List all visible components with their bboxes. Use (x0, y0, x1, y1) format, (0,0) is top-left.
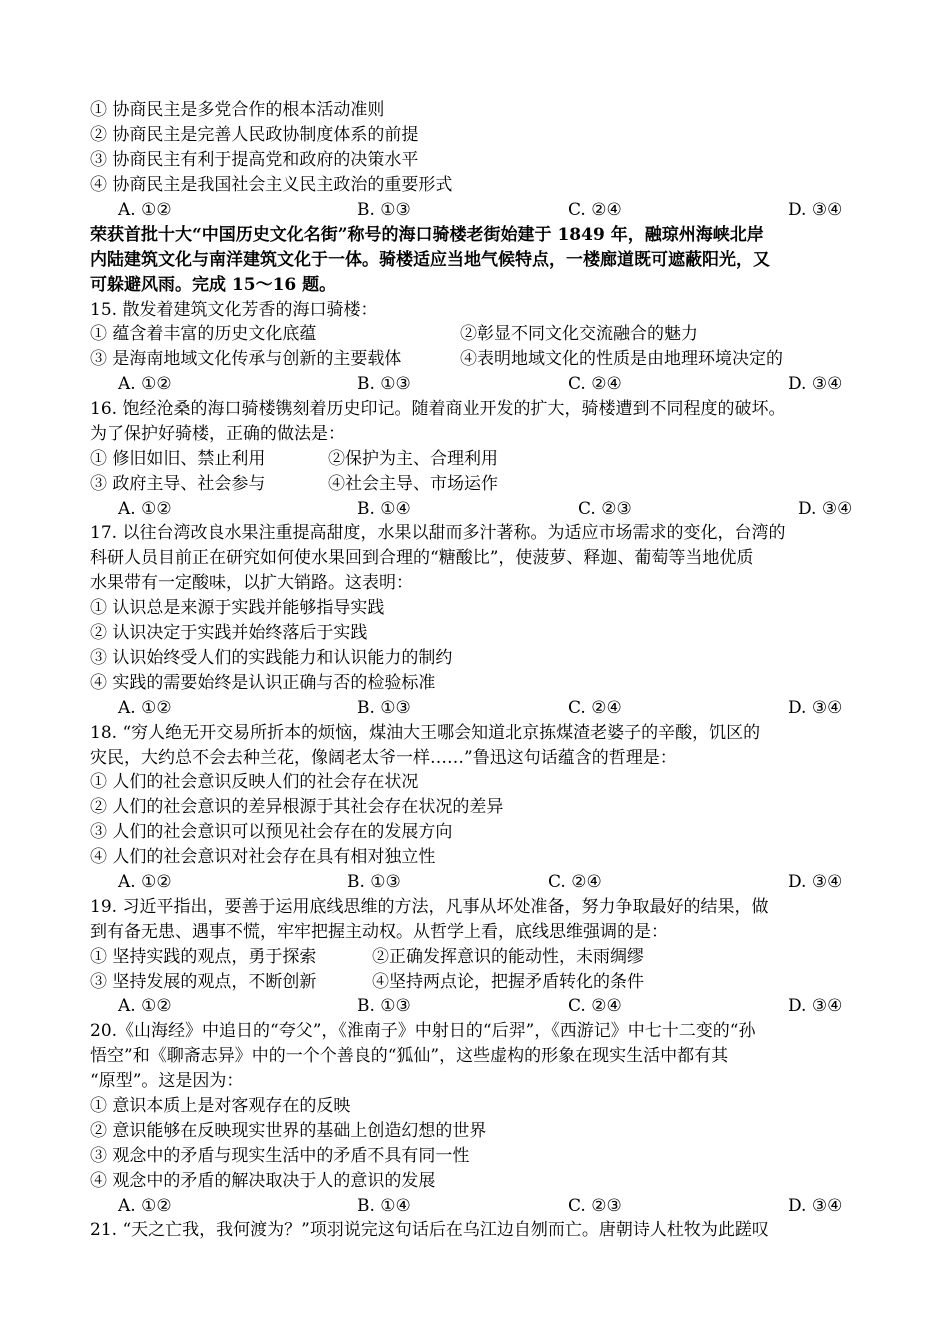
question-17-stem: 科研人员目前正在研究如何使水果回到合理的“糖酸比”，使菠萝、释迦、葡萄等当地优质 (90, 548, 754, 568)
question-16-stem: 16. 饱经沧桑的海口骑楼镌刻着历史印记。随着商业开发的扩大，骑楼遭到不同程度的破坏。 (90, 399, 786, 419)
statement-3: ③ 政府主导、社会参与 (90, 474, 266, 494)
option-a: A. ①② (118, 698, 172, 718)
option-a: A. ①② (118, 200, 172, 220)
option-d: D. ③④ (788, 872, 843, 892)
option-c: C. ②③ (568, 1196, 622, 1216)
option-b: B. ①④ (357, 1196, 411, 1216)
option-d: D. ③④ (788, 200, 843, 220)
statement-row (90, 447, 870, 471)
material-text: 荣获首批十大“中国历史文化名街”称号的海口骑楼老街始建于 1849 年，融琼州海峡北岸 (90, 225, 764, 245)
option-a: A. ①② (118, 872, 172, 892)
option-b: B. ①③ (347, 872, 401, 892)
option-b: B. ①④ (357, 499, 411, 519)
statement-1: ① 蕴含着丰富的历史文化底蕴 (90, 324, 317, 344)
statement-line: ② 意识能够在反映现实世界的基础上创造幻想的世界 (90, 1121, 487, 1141)
option-a: A. ①② (118, 1196, 172, 1216)
statement-line: ④ 观念中的矛盾的解决取决于人的意识的发展 (90, 1171, 436, 1191)
material-text: 可躲避风雨。完成 15～16 题。 (90, 275, 337, 295)
option-b: B. ①③ (357, 996, 411, 1016)
option-a: A. ①② (118, 374, 172, 394)
question-17-stem: 水果带有一定酸味，以扩大销路。这表明： (90, 573, 413, 593)
statement-3: ③ 是海南地域文化传承与创新的主要载体 (90, 349, 402, 369)
statement-line: ② 认识决定于实践并始终落后于实践 (90, 623, 368, 643)
question-18-stem: 18. “穷人绝无开交易所折本的烦恼，煤油大王哪会知道北京拣煤渣老婆子的辛酸，饥区的 (90, 723, 761, 743)
statement-row (90, 472, 870, 496)
statement-line: ② 协商民主是完善人民政协制度体系的前提 (90, 125, 419, 145)
question-20-stem: “原型”。这是因为： (90, 1071, 244, 1091)
option-d: D. ③④ (788, 698, 843, 718)
option-c: C. ②③ (578, 499, 632, 519)
statement-line: ③ 人们的社会意识可以预见社会存在的发展方向 (90, 822, 453, 842)
statement-line: ① 意识本质上是对客观存在的反映 (90, 1096, 351, 1116)
statement-line: ② 人们的社会意识的差异根源于其社会存在状况的差异 (90, 797, 504, 817)
option-c: C. ②④ (568, 698, 622, 718)
option-c: C. ②④ (548, 872, 602, 892)
statement-line: ③ 协商民主有利于提高党和政府的决策水平 (90, 150, 419, 170)
statement-row (90, 970, 870, 994)
question-19-stem: 到有备无患、遇事不慌，牢牢把握主动权。从哲学上看，底线思维强调的是： (90, 922, 668, 942)
statement-4: ④表明地域文化的性质是由地理环境决定的 (460, 349, 783, 369)
statement-row (90, 322, 870, 346)
statement-3: ③ 坚持发展的观点，不断创新 (90, 972, 317, 992)
question-21-stem: 21. “天之亡我，我何渡为？”项羽说完这句话后在乌江边自刎而亡。唐朝诗人杜牧为此蹉叹 (90, 1220, 769, 1240)
question-19-stem: 19. 习近平指出，要善于运用底线思维的方法，凡事从坏处准备，努力争取最好的结果，做 (90, 897, 769, 917)
option-a: A. ①② (118, 996, 172, 1016)
statement-1: ① 坚持实践的观点，勇于探索 (90, 947, 317, 967)
option-c: C. ②④ (568, 374, 622, 394)
statement-row (90, 347, 870, 371)
option-c: C. ②④ (568, 996, 622, 1016)
option-b: B. ①③ (357, 374, 411, 394)
statement-2: ②保护为主、合理利用 (328, 449, 498, 469)
question-20-stem: 20.《山海经》中追日的“夸父”，《淮南子》中射日的“后羿”，《西游记》中七十二变的“孙 (90, 1021, 756, 1041)
option-a: A. ①② (118, 499, 172, 519)
material-text: 内陆建筑文化与南洋建筑文化于一体。骑楼适应当地气候特点，一楼廊道既可遮蔽阳光，又 (90, 250, 770, 270)
statement-2: ②正确发挥意识的能动性，未雨绸缪 (372, 947, 644, 967)
statement-line: ① 人们的社会意识反映人们的社会存在状况 (90, 772, 419, 792)
statement-line: ③ 认识始终受人们的实践能力和认识能力的制约 (90, 648, 453, 668)
option-d: D. ③④ (788, 374, 843, 394)
statement-4: ④坚持两点论，把握矛盾转化的条件 (372, 972, 644, 992)
statement-line: ④ 人们的社会意识对社会存在具有相对独立性 (90, 847, 436, 867)
statement-row (90, 945, 870, 969)
question-20-stem: 悟空”和《聊斋志异》中的一个个善良的“狐仙”，这些虚构的形象在现实生活中都有其 (90, 1046, 729, 1066)
statement-line: ① 协商民主是多党合作的根本活动准则 (90, 100, 385, 120)
option-d: D. ③④ (788, 1196, 843, 1216)
statement-line: ③ 观念中的矛盾与现实生活中的矛盾不具有同一性 (90, 1146, 470, 1166)
question-17-stem: 17. 以往台湾改良水果注重提高甜度，水果以甜而多汁著称。为适应市场需求的变化，台湾的 (90, 523, 786, 543)
option-b: B. ①③ (357, 200, 411, 220)
option-d: D. ③④ (788, 996, 843, 1016)
statement-line: ④ 实践的需要始终是认识正确与否的检验标准 (90, 673, 436, 693)
option-c: C. ②④ (568, 200, 622, 220)
statement-line: ④ 协商民主是我国社会主义民主政治的重要形式 (90, 175, 453, 195)
question-15-stem: 15. 散发着建筑文化芳香的海口骑楼： (90, 300, 378, 320)
question-18-stem: 灾民，大约总不会去种兰花，像阔老太爷一样……”鲁迅这句话蕴含的哲理是： (90, 748, 677, 768)
option-d: D. ③④ (798, 499, 853, 519)
statement-1: ① 修旧如旧、禁止利用 (90, 449, 266, 469)
option-b: B. ①③ (357, 698, 411, 718)
statement-4: ④社会主导、市场运作 (328, 474, 498, 494)
statement-2: ②彰显不同文化交流融合的魅力 (460, 324, 698, 344)
statement-line: ① 认识总是来源于实践并能够指导实践 (90, 598, 385, 618)
question-16-stem: 为了保护好骑楼，正确的做法是： (90, 424, 345, 444)
